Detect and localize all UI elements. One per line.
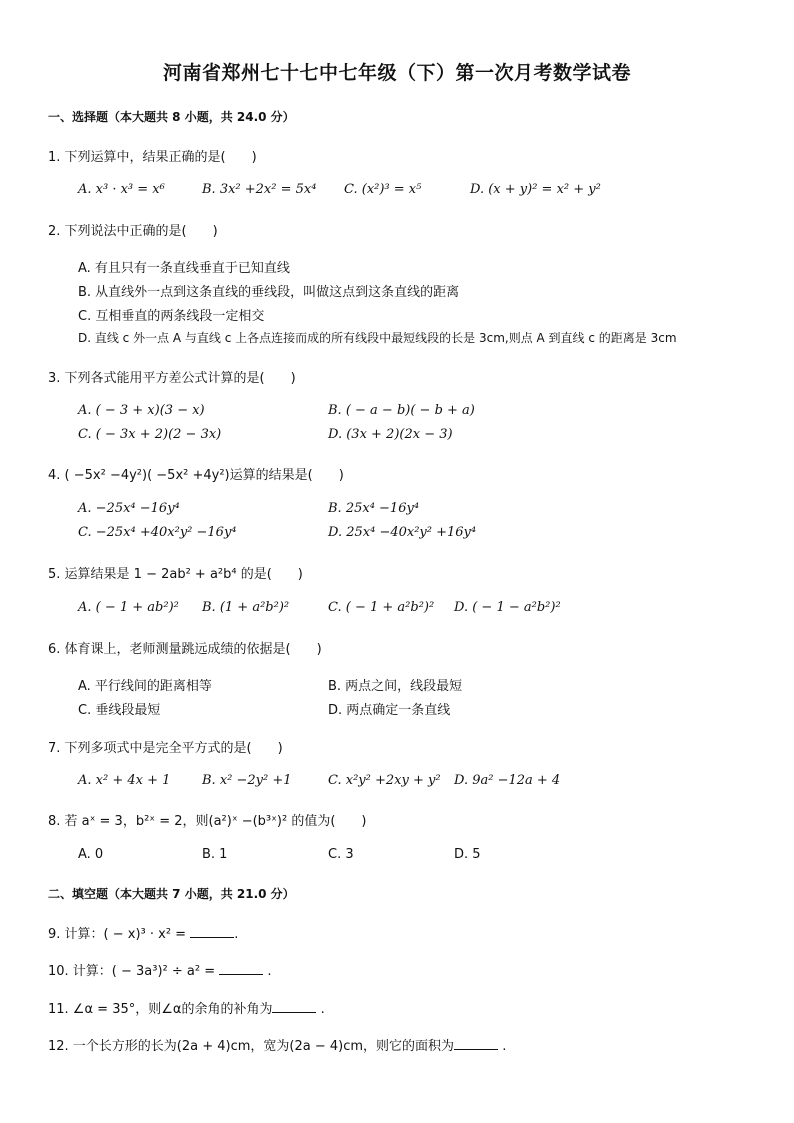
- question-2-option-d[interactable]: D. 直线 c 外一点 A 与直线 c 上各点连接而成的所有线段中最短线段的长是 3cm,则点 A 到直线 c 的距离是 3cm: [78, 331, 677, 345]
- question-5-stem: 5. 运算结果是 1 − 2ab² + a²b⁴ 的是( ): [48, 567, 303, 582]
- question-12-text: 12. 一个长方形的长为(2a + 4)cm，宽为(2a − 4)cm，则它的面积为: [48, 1039, 455, 1054]
- question-3-option-d[interactable]: D. (3x + 2)(2x − 3): [328, 427, 453, 442]
- question-11-text: 11. ∠α = 35°，则∠α的余角的补角为: [48, 1002, 273, 1017]
- question-1-option-c[interactable]: C. (x²)³ = x⁵: [344, 182, 422, 197]
- question-6-stem: 6. 体育课上，老师测量跳远成绩的依据是( ): [48, 642, 322, 657]
- question-4-option-d[interactable]: D. 25x⁴ −40x²y² +16y⁴: [328, 525, 477, 540]
- question-7-option-c[interactable]: C. x²y² +2xy + y²: [328, 773, 441, 788]
- question-12: [48, 1035, 506, 1054]
- question-8-option-b[interactable]: B. 1: [202, 847, 228, 862]
- question-6-option-d[interactable]: D. 两点确定一条直线: [328, 703, 451, 718]
- question-8-option-d[interactable]: D. 5: [454, 847, 481, 862]
- question-1-option-d[interactable]: D. (x + y)² = x² + y²: [470, 182, 601, 197]
- question-4-option-b[interactable]: B. 25x⁴ −16y⁴: [328, 501, 420, 516]
- question-7-option-d[interactable]: D. 9a² −12a + 4: [454, 773, 561, 788]
- question-2-option-a[interactable]: A. 有且只有一条直线垂直于已知直线: [78, 261, 290, 276]
- question-9-answer-blank[interactable]: [190, 925, 234, 938]
- question-10: [48, 960, 272, 979]
- question-11-answer-blank[interactable]: [272, 1000, 316, 1013]
- question-10-text: 10. 计算：( − 3a³)² ÷ a² =: [48, 964, 220, 979]
- question-9: [48, 923, 238, 942]
- question-5-option-a[interactable]: A. ( − 1 + ab²)²: [78, 600, 179, 615]
- question-8-stem: 8. 若 aˣ = 3，b²ˣ = 2，则(a²)ˣ −(b³ˣ)² 的值为( ): [48, 814, 367, 829]
- question-9-text: 9. 计算：( − x)³ · x² =: [48, 927, 191, 942]
- question-2-option-b[interactable]: B. 从直线外一点到这条直线的垂线段，叫做这点到这条直线的距离: [78, 285, 460, 300]
- question-3-stem: 3. 下列各式能用平方差公式计算的是( ): [48, 371, 296, 386]
- question-2-stem: 2. 下列说法中正确的是( ): [48, 224, 218, 239]
- question-4-option-a[interactable]: A. −25x⁴ −16y⁴: [78, 501, 180, 516]
- question-6-option-a[interactable]: A. 平行线间的距离相等: [78, 679, 212, 694]
- question-5-option-b[interactable]: B. (1 + a²b²)²: [202, 600, 290, 615]
- question-4-stem: 4. ( −5x² −4y²)( −5x² +4y²)运算的结果是( ): [48, 468, 344, 483]
- question-11-period: .: [320, 1002, 325, 1017]
- question-7-option-b[interactable]: B. x² −2y² +1: [202, 773, 292, 788]
- question-8-option-a[interactable]: A. 0: [78, 847, 104, 862]
- question-6-option-b[interactable]: B. 两点之间，线段最短: [328, 679, 463, 694]
- question-1-option-b[interactable]: B. 3x² +2x² = 5x⁴: [202, 182, 317, 197]
- question-8-option-c[interactable]: C. 3: [328, 847, 354, 862]
- question-10-period: .: [267, 964, 272, 979]
- question-3-option-c[interactable]: C. ( − 3x + 2)(2 − 3x): [78, 427, 222, 442]
- section-heading-choice: 一、选择题（本大题共 8 小题，共 24.0 分）: [48, 110, 295, 124]
- question-6-option-c[interactable]: C. 垂线段最短: [78, 703, 161, 718]
- question-7-option-a[interactable]: A. x² + 4x + 1: [78, 773, 171, 788]
- section-heading-fill: 二、填空题（本大题共 7 小题，共 21.0 分）: [48, 887, 295, 901]
- question-3-option-a[interactable]: A. ( − 3 + x)(3 − x): [78, 403, 205, 418]
- question-10-answer-blank[interactable]: [219, 962, 263, 975]
- question-4-option-c[interactable]: C. −25x⁴ +40x²y² −16y⁴: [78, 525, 237, 540]
- question-3-option-b[interactable]: B. ( − a − b)( − b + a): [328, 403, 475, 418]
- question-12-answer-blank[interactable]: [454, 1037, 498, 1050]
- question-1-option-a[interactable]: A. x³ · x³ = x⁶: [78, 182, 165, 197]
- question-5-option-d[interactable]: D. ( − 1 − a²b²)²: [454, 600, 561, 615]
- question-9-period: .: [234, 927, 239, 942]
- question-2-option-c[interactable]: C. 互相垂直的两条线段一定相交: [78, 309, 265, 324]
- question-5-option-c[interactable]: C. ( − 1 + a²b²)²: [328, 600, 435, 615]
- question-1-stem: 1. 下列运算中，结果正确的是( ): [48, 150, 257, 165]
- question-12-period: .: [502, 1039, 507, 1054]
- page-title: 河南省郑州七十七中七年级（下）第一次月考数学试卷: [162, 62, 631, 84]
- question-11: [48, 998, 325, 1017]
- question-7-stem: 7. 下列多项式中是完全平方式的是( ): [48, 741, 283, 756]
